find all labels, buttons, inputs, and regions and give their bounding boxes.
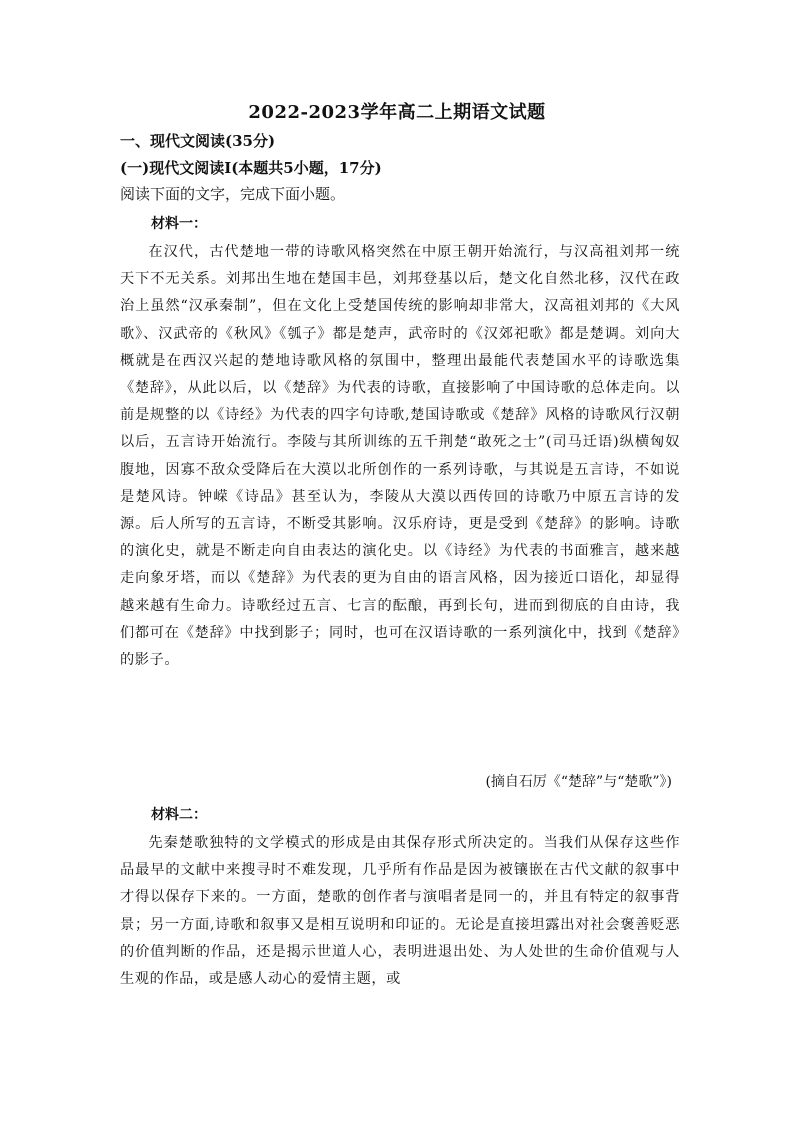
subsection-heading: (一)现代文阅读I(本题共5小题，17分) [120,159,382,177]
material-one-text: 在汉代，古代楚地一带的诗歌风格突然在中原王朝开始流行，与汉高祖刘邦一统天下不无关系。刘邦出生地在楚国丰邑，刘邦登基以后，楚文化自然北移，汉代在政治上虽然“汉承秦制”，但在文化上受楚国传统的影响却非常大，汉高祖刘邦的《大风歌》、汉武帝的《秋风》《瓠子》都是楚声，武帝时的《汉郊祀歌》都是楚调。刘向大概就是在西汉兴起的楚地诗歌风格的氛围中，整理出最能代表楚国水平的诗歌选集《楚辞》，从此以后，以《楚辞》为代表的诗歌，直接影响了中国诗歌的总体走向。以前是规整的以《诗经》为代表的四字句诗歌,楚国诗歌或《楚辞》风格的诗歌风行汉朝以后，五言诗开始流行。李陵与其所训练的五千荆楚“敢死之士”(司马迁语)纵横匈奴腹地，因寡不敌众受降后在大漠以北所创作的一系列诗歌，与其说是五言诗，不如说是楚风诗。钟嵘《诗品》甚至认为，李陵从大漠以西传回的诗歌乃中原五言诗的发源。后人所写的五言诗，不断受其影响。汉乐府诗，更是受到《楚辞》的影响。诗歌的演化史，就是不断走向自由表达的演化史。以《诗经》为代表的书面雅言，越来越走向象牙塔，而以《楚辞》为代表的更为自由的语言风格，因为接近口语化，却显得越来越有生命力。诗歌经过五言、七言的酝酿，再到长句，进而到彻底的自由诗，我们都可在《楚辞》中找到影子；同时，也可在汉语诗歌的一系列演化中，找到《楚辞》的影子。 [120,244,680,669]
instruction-text: 阅读下面的文字，完成下面小题。 [120,185,346,203]
page-title: 2022-2023学年高二上期语文试题 [248,102,546,123]
material-one-source: (摘自石厉《“楚辞”与“楚歌”》) [485,774,672,790]
material-one-label: 材料一： [151,216,207,232]
section-heading: 一、现代文阅读(35分) [120,132,276,150]
material-two-label: 材料二： [151,807,207,823]
material-two-text: 先秦楚歌独特的文学模式的形成是由其保存形式所决定的。当我们从保存这些作品最早的文献中来搜寻时不难发现，几乎所有作品是因为被镶嵌在古代文献的叙事中才得以保存下来的。一方面，楚歌的创作者与演唱者是同一的，并且有特定的叙事背景；另一方面,诗歌和叙事又是相互说明和印证的。无论是直接坦露出对社会褒善贬恶的价值判断的作品，还是揭示世道人心，表明进退出处、为人处世的生命价值观与人生观的作品，或是感人动心的爱情主题，或 [120,835,680,988]
